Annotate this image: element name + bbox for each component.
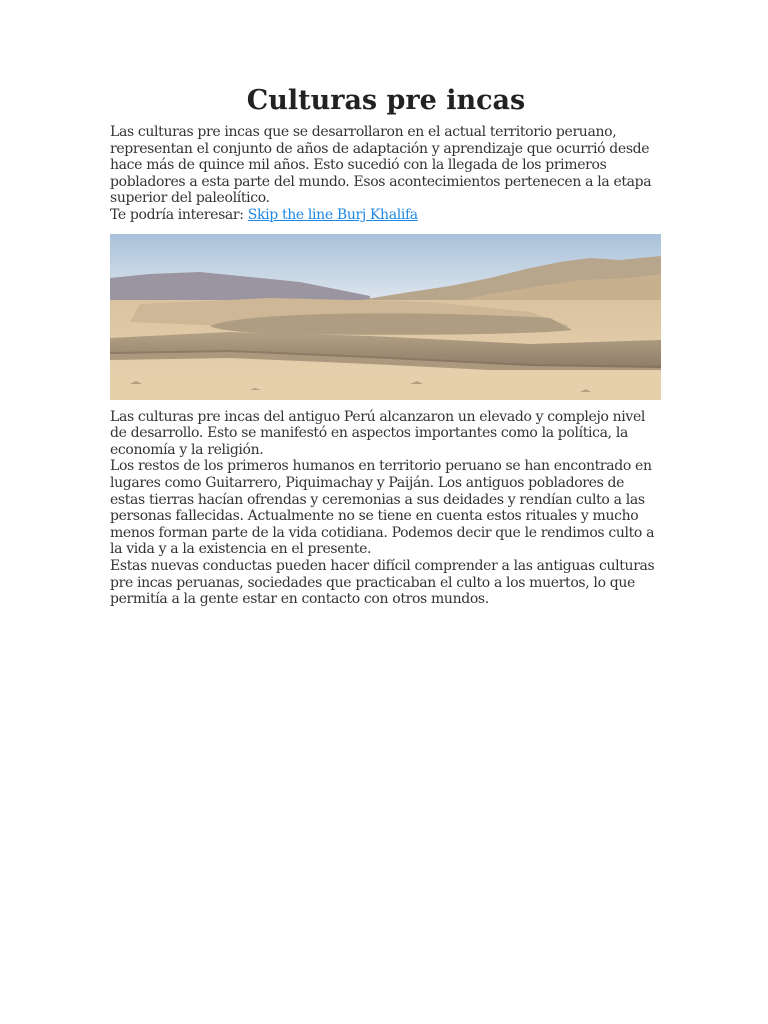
body-paragraph-1: Las culturas pre incas del antiguo Perú alcanzaron un elevado y complejo nivel de desarrollo. Esto se manifestó en aspectos importantes como la política, la economía y la religión.: [110, 408, 646, 458]
related-prefix: Te podría interesar:: [110, 206, 248, 223]
body-paragraph-3: Estas nuevas conductas pueden hacer difícil comprender a las antiguas culturas pre incas peruanas, sociedades que practicaban el culto a los muertos, lo que permitía a la gente estar en contacto con otros mundos.: [110, 557, 655, 608]
body-paragraph-2: Los restos de los primeros humanos en territorio peruano se han encontrado en lugares como Guitarrero, Piquimachay y Paiján. Los antiguos pobladores de estas tierras hacían ofrendas y ceremonias a sus deidades y rendían culto a las personas fallecidas. Actualmente no se tiene en cuenta estos rituales y mucho menos forman parte de la vida cotidiana. Podemos decir que le rendimos culto a la vida y a la existencia en el presente.: [110, 458, 655, 558]
page-title: Culturas pre incas: [246, 85, 526, 116]
document-page: [110, 82, 662, 608]
foreground-sand: [110, 370, 661, 400]
related-link[interactable]: Skip the line Burj Khalifa: [247, 206, 418, 223]
intro-paragraph: Las culturas pre incas que se desarrollaron en el actual territorio peruano, representan el conjunto de años de adaptación y aprendizaje que ocurrió desde hace más de quince mil años. Esto sucedió con la llegada de los primeros pobladores a esta parte del mundo. Esos acontecimientos pertenecen a la etapa superior del paleolítico.: [110, 124, 652, 207]
related-line: [110, 207, 662, 224]
desert-ruins-landscape-photo: [110, 234, 661, 400]
